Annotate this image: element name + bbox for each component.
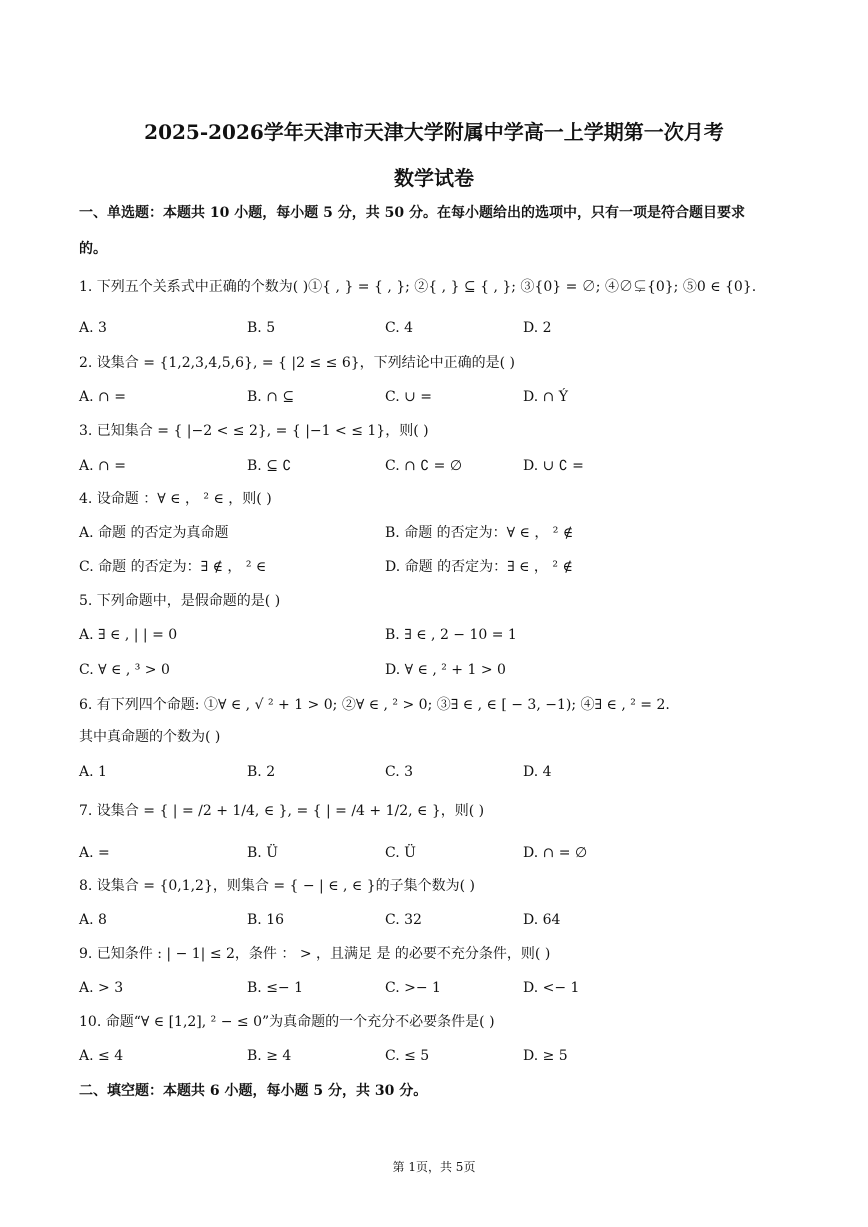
question-2-stem: 2. 设集合 = {1,2,3,4,5,6}, = { |2 ≤ ≤ 6}，下列结论中正确的是( )	[79, 355, 516, 371]
question-5-option-b: B. ∃ ∈ , 2 − 10 = 1	[385, 627, 517, 643]
question-5-option-d: D. ∀ ∈ , ² + 1 > 0	[385, 662, 506, 678]
question-4-option-b: B. 命题 的否定为：∀ ∈ ， ² ∉	[385, 525, 574, 541]
question-1-option-a: A. 3	[79, 320, 107, 336]
question-8-option-b: B. 16	[247, 912, 285, 928]
question-6-option-a: A. 1	[79, 764, 107, 780]
question-10-option-b: B. ≥ 4	[247, 1048, 292, 1064]
question-10-option-d: D. ≥ 5	[523, 1048, 568, 1064]
question-7-option-b: B. Ü	[247, 845, 278, 861]
exam-subtitle: 数学试卷	[394, 166, 474, 190]
question-9-option-c: C. >− 1	[385, 980, 441, 996]
question-3-option-d: D. ∪ ∁ =	[523, 458, 584, 474]
question-5-option-a: A. ∃ ∈ , | | = 0	[79, 627, 178, 643]
question-9-option-d: D. <− 1	[523, 980, 580, 996]
question-4-option-d: D. 命题 的否定为：∃ ∈ ， ² ∉	[385, 559, 573, 575]
question-7-stem: 7. 设集合 = { | = ∕2 + 1∕4, ∈ }, = { | = ∕4 + 1∕2, ∈ }，则( )	[79, 803, 485, 819]
question-1-option-b: B. 5	[247, 320, 276, 336]
section1-heading-line1: 一、单选题：本题共 10 小题，每小题 5 分，共 50 分。在每小题给出的选项中，只有一项是符合题目要求	[79, 205, 745, 221]
question-9-stem: 9. 已知条件 : | − 1| ≤ 2，条件 ： > ，且满足 是 的必要不充分条件，则( )	[79, 946, 551, 962]
question-6-option-b: B. 2	[247, 764, 276, 780]
question-10-option-a: A. ≤ 4	[79, 1048, 124, 1064]
question-2-option-b: B. ∩ ⊆	[247, 389, 295, 405]
question-1-option-c: C. 4	[385, 320, 414, 336]
page-footer: 第 1页，共 5页	[392, 1160, 476, 1174]
question-4-stem: 4. 设命题 ：∀ ∈ ， ² ∈ ，则( )	[79, 491, 272, 507]
question-3-option-c: C. ∩ ∁ = ∅	[385, 458, 463, 474]
question-4-option-c: C. 命题 的否定为：∃ ∉ ， ² ∈	[79, 559, 267, 575]
question-6-stem-line2: 其中真命题的个数为( )	[79, 729, 221, 745]
question-3-stem: 3. 已知集合 = { |−2 < ≤ 2}, = { |−1 < ≤ 1}，则( )	[79, 423, 429, 439]
question-6-option-c: C. 3	[385, 764, 414, 780]
question-3-option-b: B. ⊆ ∁	[247, 458, 292, 474]
section1-heading-line2: 的。	[79, 241, 107, 257]
question-7-option-d: D. ∩ = ∅	[523, 845, 588, 861]
question-9-option-a: A. > 3	[79, 980, 124, 996]
question-7-option-c: C. Ü	[385, 845, 416, 861]
question-2-option-c: C. ∪ =	[385, 389, 433, 405]
question-2-option-a: A. ∩ =	[79, 389, 126, 405]
question-8-stem: 8. 设集合 = {0,1,2}，则集合 = { − | ∈ , ∈ }的子集个数为( )	[79, 878, 476, 894]
question-1-stem: 1. 下列五个关系式中正确的个数为( )①{ , } = { , }; ②{ , } ⊆ { , }; ③{0} = ∅; ④∅⊊{0}; ⑤0 ∈ {0}.	[79, 279, 757, 295]
question-1-option-d: D. 2	[523, 320, 552, 336]
question-9-option-b: B. ≤− 1	[247, 980, 304, 996]
exam-title: 2025-2026学年天津市天津大学附属中学高一上学期第一次月考	[144, 120, 724, 144]
section2-heading: 二、填空题：本题共 6 小题，每小题 5 分，共 30 分。	[79, 1083, 428, 1099]
question-8-option-d: D. 64	[523, 912, 561, 928]
question-2-option-d: D. ∩ Ý	[523, 389, 569, 405]
question-3-option-a: A. ∩ =	[79, 458, 126, 474]
question-8-option-a: A. 8	[79, 912, 107, 928]
question-7-option-a: A. =	[79, 845, 110, 861]
question-8-option-c: C. 32	[385, 912, 422, 928]
question-5-option-c: C. ∀ ∈ , ³ > 0	[79, 662, 170, 678]
question-10-option-c: C. ≤ 5	[385, 1048, 430, 1064]
question-6-option-d: D. 4	[523, 764, 552, 780]
question-6-stem: 6. 有下列四个命题: ①∀ ∈ , √ ² + 1 > 0; ②∀ ∈ , ² > 0; ③∃ ∈ , ∈ [ − 3, −1); ④∃ ∈ , ² = 2.	[79, 697, 670, 713]
question-4-option-a: A. 命题 的否定为真命题	[79, 525, 229, 541]
question-10-stem: 10. 命题“∀ ∈ [1,2], ² − ≤ 0”为真命题的一个充分不必要条件是( )	[79, 1014, 495, 1030]
question-5-stem: 5. 下列命题中，是假命题的是( )	[79, 593, 281, 609]
